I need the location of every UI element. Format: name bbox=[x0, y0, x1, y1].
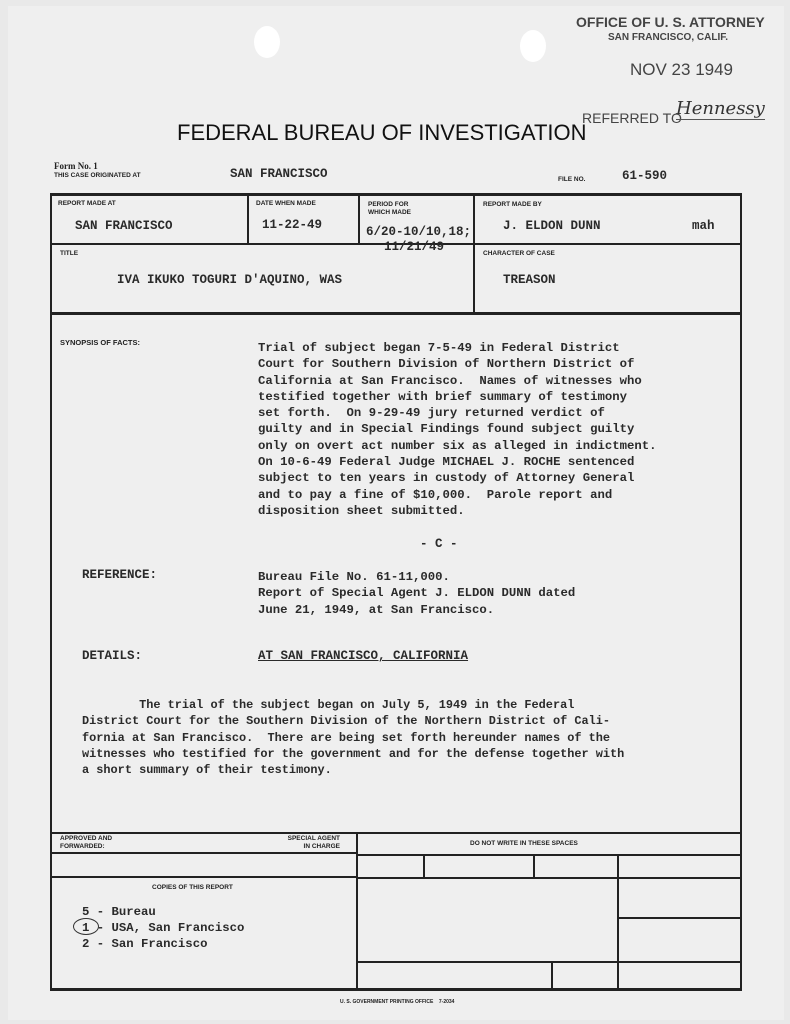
date-value: 11-22-49 bbox=[262, 218, 323, 232]
made-by-label: REPORT MADE BY bbox=[483, 201, 542, 208]
handwritten-circle bbox=[73, 918, 99, 935]
page-title: FEDERAL BUREAU OF INVESTIGATION bbox=[177, 120, 587, 145]
stamp-referred-label: REFERRED TO bbox=[582, 110, 682, 126]
made-at-value: SAN FRANCISCO bbox=[75, 219, 173, 233]
period-value: 6/20-10/10,18; bbox=[366, 225, 472, 239]
printer-imprint: U. S. GOVERNMENT PRINTING OFFICE 7-2034 bbox=[340, 999, 455, 1005]
form-number: Form No. 1 bbox=[54, 161, 98, 171]
do-not-write-label: DO NOT WRITE IN THESE SPACES bbox=[470, 840, 578, 847]
reference-text: Bureau File No. 61-11,000. Report of Special Agent J. ELDON DUNN dated June 21, 1949, at San Francisco. bbox=[258, 570, 576, 617]
stamp-date: NOV 23 1949 bbox=[630, 60, 734, 79]
stamp-city: SAN FRANCISCO, CALIF. bbox=[608, 32, 728, 43]
file-number: 61-590 bbox=[622, 169, 668, 183]
period-value-2: 11/21/49 bbox=[384, 240, 445, 254]
synopsis-text: Trial of subject began 7-5-49 in Federal District Court for Southern Division of Northern District of California at San Francisco. Names of witnesses who testified together with brief summary of testimony set forth. On 9-29-49 jury returned verdict of guilty and in Special Findings found subject guilty only on overt act number six as alleged in indictment. On 10-6-49 Federal Judge MICHAEL J. ROCHE sentenced subject to ten years in custody of Attorney General and to pay a fine of $10,000. Parole report and disposition sheet submitted. bbox=[258, 341, 657, 518]
stamp-referred-name: Hennessy bbox=[676, 98, 765, 119]
made-by-value: J. ELDON DUNN bbox=[503, 219, 601, 233]
copies-label: COPIES OF THIS REPORT bbox=[152, 884, 233, 891]
file-label: FILE NO. bbox=[558, 176, 586, 183]
originated-label: THIS CASE ORIGINATED AT bbox=[54, 172, 141, 179]
sac-label: SPECIAL AGENT IN CHARGE bbox=[287, 835, 340, 850]
classification-marker: - C - bbox=[420, 537, 458, 551]
punch-hole bbox=[520, 30, 546, 62]
details-text: The trial of the subject began on July 5, 1949 in the Federal District Court for the Southern Division of the Northern District of Cali- fornia at San Francisco. There are being set forth hereunder names of the witnesses who testified for the government and for the defense together with a short summary of their testimony. bbox=[82, 698, 625, 778]
date-label: DATE WHEN MADE bbox=[256, 200, 316, 207]
title-label: TITLE bbox=[60, 250, 79, 257]
period-label: PERIOD FOR WHICH MADE bbox=[368, 201, 411, 216]
copies-list: 5 - Bureau 1 - USA, San Francisco 2 - San Francisco bbox=[82, 905, 245, 951]
character-label: CHARACTER OF CASE bbox=[483, 250, 555, 257]
initials: mah bbox=[692, 219, 715, 233]
title-value: IVA IKUKO TOGURI D'AQUINO, WAS bbox=[117, 273, 343, 287]
punch-hole bbox=[254, 26, 280, 58]
originated-value: SAN FRANCISCO bbox=[230, 167, 328, 181]
synopsis-label: SYNOPSIS OF FACTS: bbox=[60, 338, 141, 347]
details-heading: AT SAN FRANCISCO, CALIFORNIA bbox=[258, 649, 469, 663]
stamp-office: OFFICE OF U. S. ATTORNEY bbox=[576, 14, 765, 30]
details-label: DETAILS: bbox=[82, 649, 143, 663]
made-at-label: REPORT MADE AT bbox=[58, 200, 116, 207]
reference-label: REFERENCE: bbox=[82, 568, 158, 582]
approved-label: APPROVED AND FORWARDED: bbox=[60, 835, 113, 850]
character-value: TREASON bbox=[503, 273, 556, 287]
